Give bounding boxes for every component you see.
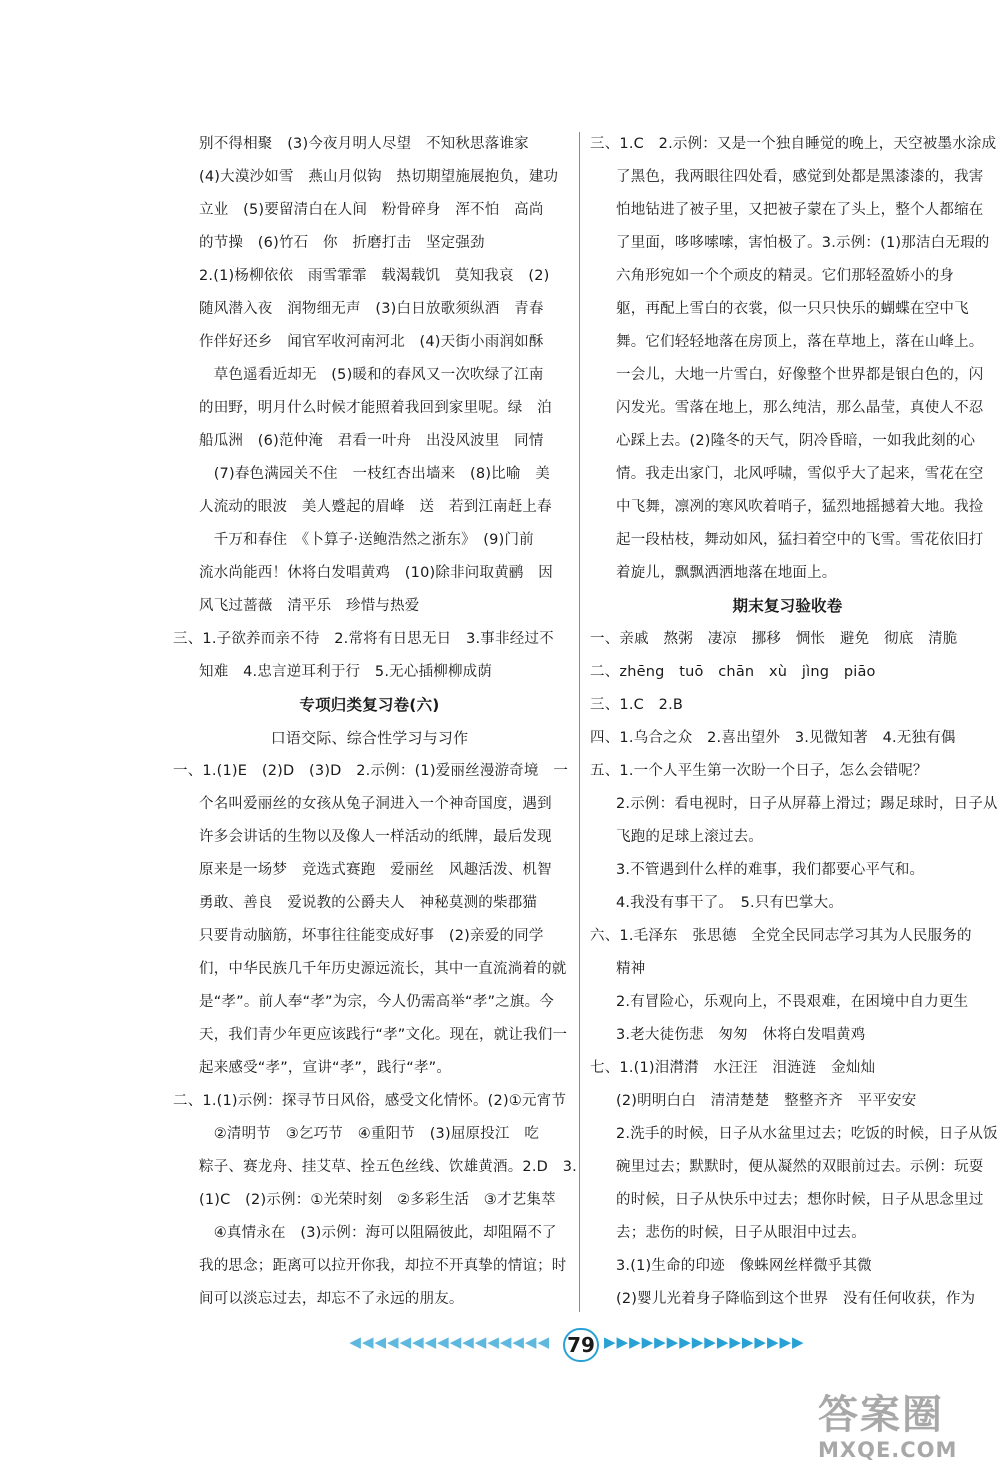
answer-line: 许多会讲话的生物以及像人一样活动的纸牌，最后发现 [199, 829, 552, 845]
answer-line: 去；悲伤的时候，日子从眼泪中过去。 [616, 1225, 866, 1241]
answer-line: 3.(1)生命的印迹 像蛛网丝样微乎其微 [616, 1258, 872, 1274]
answer-line: 别不得相聚 (3)今夜月明人尽望 不知秋思落谁家 [199, 136, 529, 152]
answer-line: 2.洗手的时候，日子从水盆里过去；吃饭的时候，日子从饭 [616, 1126, 998, 1142]
answer-line: 个名叫爱丽丝的女孩从兔子洞进入一个神奇国度，遇到 [199, 796, 552, 812]
answer-line: (2)婴儿光着身子降临到这个世界 没有任何收获，作为 [616, 1291, 976, 1307]
answer-line: 知难 4.忠言逆耳利于行 5.无心插柳柳成荫 [199, 664, 493, 680]
column-divider [579, 132, 580, 1312]
answer-line: ②清明节 ③乞巧节 ④重阳节 (3)屈原投江 吃 [199, 1126, 540, 1142]
section-heading: 期末复习验收卷 [732, 597, 843, 615]
answer-line: 天，我们青少年更应该践行“孝”文化。现在，就让我们一 [199, 1027, 568, 1043]
answer-line: 流水尚能西！休将白发唱黄鸡 (10)除非问取黄鹂 因 [199, 565, 553, 581]
answer-line: 心踩上去。(2)隆冬的天气，阴冷昏暗，一如我此刻的心 [616, 433, 976, 449]
page-number: 79 [563, 1328, 599, 1362]
answer-line: 作伴好还乡 闻官军收河南河北 (4)天街小雨润如酥 [199, 334, 544, 350]
answer-line: 躯，再配上雪白的衣裳，似一只只快乐的蝴蝶在空中飞 [616, 301, 969, 317]
answer-line: 精神 [616, 961, 646, 977]
watermark-logo: 答案圈 [818, 1391, 944, 1438]
answer-line: (4)大漠沙如雪 燕山月似钩 热切期望施展抱负，建功 [199, 169, 559, 185]
answer-line: 间可以淡忘过去，却忘不了永远的朋友。 [199, 1291, 464, 1307]
answer-line: 随风潜入夜 润物细无声 (3)白日放歌须纵酒 青春 [199, 301, 544, 317]
answer-line: (1)C (2)示例：①光荣时刻 ②多彩生活 ③才艺集萃 [199, 1192, 556, 1208]
answer-line: 2.示例：看电视时，日子从屏幕上滑过；踢足球时，日子从 [616, 796, 998, 812]
right-answer-column [590, 128, 998, 1316]
answer-line: 们，中华民族几千年历史源远流长，其中一直流淌着的就 [199, 961, 567, 977]
answer-line: 的田野，明月什么时候才能照着我回到家里呢。绿 泊 [199, 400, 552, 416]
answer-line: 风飞过蔷薇 清平乐 珍惜与热爱 [199, 598, 420, 614]
answer-line: 闪发光。雪落在地上，那么纯洁，那么晶莹，真使人不忍 [616, 400, 984, 416]
answer-line: 起一段枯枝，舞动如风，猛扫着空中的飞雪。雪花依旧打 [616, 532, 984, 548]
answer-line: 2.有冒险心，乐观向上，不畏艰难，在困境中自力更生 [616, 994, 969, 1010]
section-subheading: 口语交际、综合性学习与习作 [270, 729, 469, 747]
answer-line: (7)春色满园关不住 一枝红杏出墙来 (8)比喻 美 [199, 466, 550, 482]
left-arrow-decoration: ◀◀◀◀◀◀◀◀◀◀◀◀◀◀◀◀ [349, 1333, 550, 1351]
answer-line: 二、1.(1)示例：探寻节日风俗，感受文化情怀。(2)①元宵节 [173, 1093, 567, 1109]
answer-line: 粽子、赛龙舟、挂艾草、拴五色丝线、饮雄黄酒。2.D 3. [199, 1159, 577, 1175]
left-answer-column [173, 128, 577, 1316]
answer-line: 的时候，日子从快乐中过去；想你时候，日子从思念里过 [616, 1192, 984, 1208]
answer-line: 原来是一场梦 竞选式赛跑 爱丽丝 风趣活泼、机智 [199, 862, 552, 878]
answer-line: 立业 (5)要留清白在人间 粉骨碎身 浑不怕 高尚 [199, 202, 544, 218]
answer-line: 六角形宛如一个个顽皮的精灵。它们那轻盈娇小的身 [616, 268, 955, 284]
answer-line: 3.不管遇到什么样的难事，我们都要心平气和。 [616, 862, 925, 878]
answer-line: 只要肯动脑筋，坏事往往能变成好事 (2)亲爱的同学 [199, 928, 544, 944]
answer-line: 着旋儿，飘飘洒洒地落在地面上。 [616, 565, 837, 581]
answer-line: 舞。它们轻轻地落在房顶上，落在草地上，落在山峰上。 [616, 334, 984, 350]
answer-line: 千万和春住 《卜算子·送鲍浩然之浙东》 (9)门前 [199, 532, 534, 548]
section-heading: 专项归类复习卷(六) [299, 696, 440, 714]
answer-line: 一会儿，大地一片雪白，好像整个世界都是银白色的，闪 [616, 367, 984, 383]
answer-line: 的节操 (6)竹石 你 折磨打击 坚定强劲 [199, 235, 485, 251]
watermark [818, 1392, 988, 1472]
answer-line: 3.老大徒伤悲 匆匆 休将白发唱黄鸡 [616, 1027, 866, 1043]
answer-line: 情。我走出家门，北风呼啸，雪似乎大了起来，雪花在空 [616, 466, 984, 482]
answer-line: 五、1.一个人平生第一次盼一个日子，怎么会错呢？ [590, 763, 928, 779]
answer-line: 了里面，哆哆嗦嗦，害怕极了。3.示例：(1)那洁白无瑕的 [616, 235, 990, 251]
answer-line: 三、1.C 2.B [590, 697, 684, 713]
answer-line: 中飞舞，凛冽的寒风吹着哨子，猛烈地摇撼着大地。我捡 [616, 499, 984, 515]
answer-line: ④真情永在 (3)示例：海可以阻隔彼此，却阻隔不了 [199, 1225, 557, 1241]
answer-line: 碗里过去；默默时，便从凝然的双眼前过去。示例：玩耍 [616, 1159, 984, 1175]
right-arrow-decoration: ▶▶▶▶▶▶▶▶▶▶▶▶▶▶▶▶ [604, 1333, 805, 1351]
answer-line: 二、zhēng tuō chān xù jìng piāo [590, 664, 876, 680]
answer-line: 船瓜洲 (6)范仲淹 君看一叶舟 出没风波里 同情 [199, 433, 544, 449]
answer-line: 我的思念；距离可以拉开你我，却拉不开真挚的情谊；时 [199, 1258, 567, 1274]
answer-line: 是“孝”。前人奉“孝”为宗，今人仍需高举“孝”之旗。今 [199, 994, 554, 1010]
watermark-url: MXQE.COM [818, 1438, 958, 1462]
answer-line: 勇敢、善良 爱说教的公爵夫人 神秘莫测的柴郡猫 [199, 895, 538, 911]
answer-line: 2.(1)杨柳依依 雨雪霏霏 载渴载饥 莫知我哀 (2) [199, 268, 550, 284]
answer-line: 一、1.(1)E (2)D (3)D 2.示例：(1)爱丽丝漫游奇境 一 [173, 763, 569, 779]
answer-line: 飞跑的足球上滚过去。 [616, 829, 763, 845]
answer-line: 了黑色，我两眼往四处看，感觉到处都是黑漆漆的，我害 [616, 169, 984, 185]
page-footer [258, 1328, 898, 1362]
answer-line: 一、亲戚 熬粥 凄凉 挪移 惆怅 避免 彻底 清脆 [590, 631, 958, 647]
answer-line: 三、1.子欲养而亲不待 2.常将有日思无日 3.事非经过不 [173, 631, 554, 647]
answer-line: 七、1.(1)泪潸潸 水汪汪 泪涟涟 金灿灿 [590, 1060, 876, 1076]
answer-line: 人流动的眼波 美人蹙起的眉峰 送 若到江南赶上春 [199, 499, 552, 515]
answer-line: 怕地钻进了被子里，又把被子蒙在了头上，整个人都缩在 [616, 202, 984, 218]
answer-line: (2)明明白白 清清楚楚 整整齐齐 平平安安 [616, 1093, 917, 1109]
answer-line: 4.我没有事干了。 5.只有巴掌大。 [616, 895, 844, 911]
answer-line: 三、1.C 2.示例：又是一个独自睡觉的晚上，天空被墨水涂成 [590, 136, 997, 152]
answer-line: 起来感受“孝”，宣讲“孝”，践行“孝”。 [199, 1060, 452, 1076]
answer-line: 草色遥看近却无 (5)暖和的春风又一次吹绿了江南 [199, 367, 544, 383]
answer-line: 四、1.乌合之众 2.喜出望外 3.见微知著 4.无独有偶 [590, 730, 956, 746]
answer-line: 六、1.毛泽东 张思德 全党全民同志学习其为人民服务的 [590, 928, 972, 944]
